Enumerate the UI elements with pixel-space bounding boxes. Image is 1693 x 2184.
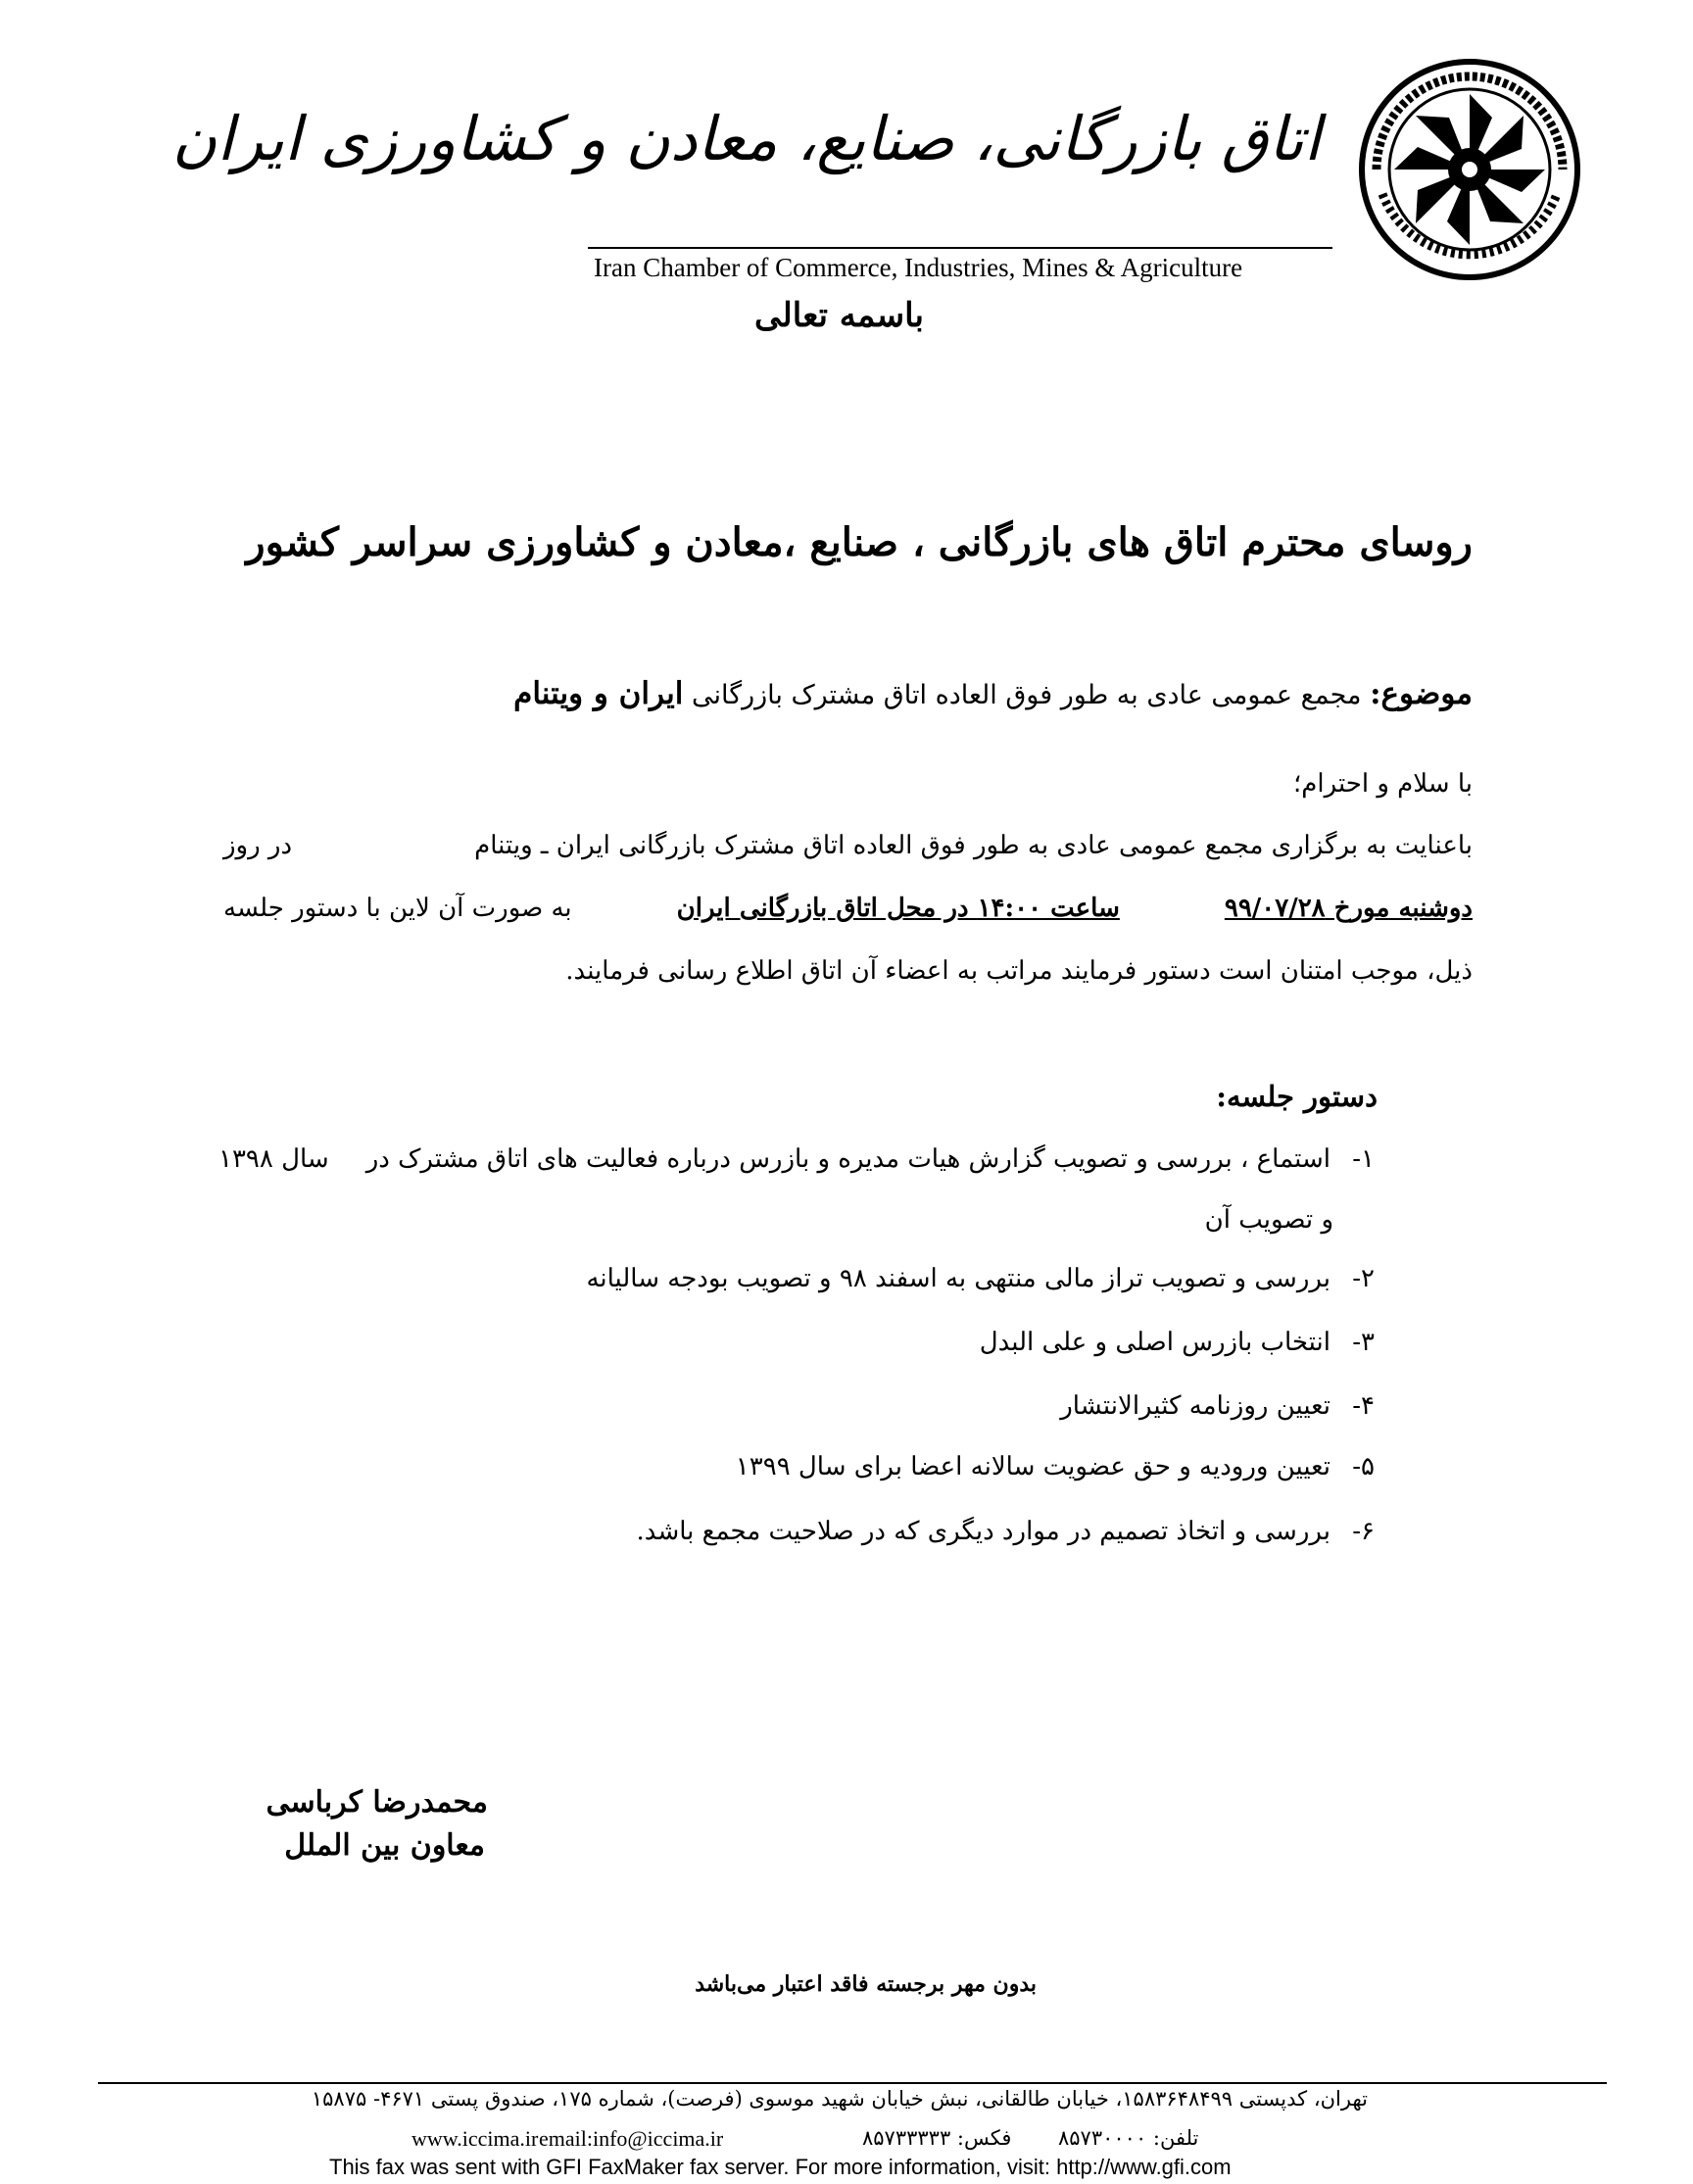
footer-address: تهران، کدپستی ۱۵۸۳۶۴۸۴۹۹، خیابان طالقانی، نبش خیابان شهید موسوی (فرصت)، شماره ۱۷۵، صندوق پستی ۴۶۷۱- ۱۵۸۷۵: [311, 2087, 1368, 2111]
org-name-fa: اتاق بازرگانی، صنایع، معادن و کشاورزی ایران: [171, 103, 1321, 174]
agenda-item: [980, 1328, 1375, 1357]
chamber-logo-icon: [1357, 57, 1582, 282]
agenda-item-text: انتخاب بازرس اصلی و علی البدل: [979, 1328, 1330, 1357]
basmala: باسمه تعالی: [754, 296, 924, 335]
footer-divider: [98, 2082, 1607, 2084]
paragraph-line-3: ذیل، موجب امتنان است دستور فرمایند مراتب به اعضاء آن اتاق اطلاع رسانی فرمایند.: [565, 956, 1473, 986]
paragraph-line-1-end: در روز: [223, 831, 293, 860]
subject-bold: ایران و ویتنام: [513, 676, 684, 711]
agenda-item-number: ۱-: [1352, 1144, 1375, 1174]
subject-line: [513, 676, 1473, 711]
agenda-item: [736, 1452, 1375, 1481]
signatory-name: محمدرضا کرباسی: [266, 1785, 488, 1820]
addressee: روسای محترم اتاق های بازرگانی ، صنایع ،معادن و کشاورزی سراسر کشور: [246, 519, 1473, 565]
agenda-item-number: ۲-: [1352, 1264, 1375, 1293]
subject-label: موضوع:: [1370, 676, 1473, 711]
agenda-item-number: ۶-: [1352, 1517, 1375, 1546]
agenda-item-text: تعیین ورودیه و حق عضویت سالانه اعضا برای سال ۱۳۹۹: [735, 1452, 1330, 1481]
agenda-item-end: سال ۱۳۹۸: [218, 1144, 329, 1174]
meeting-date: دوشنبه مورخ ۹۹/۰۷/۲۸: [1224, 894, 1473, 923]
letterhead-divider: [588, 247, 1332, 249]
paragraph-line-1-text: باعنایت به برگزاری مجمع عمومی عادی به طور فوق العاده اتاق مشترک بازرگانی ایران ـ ویتنام: [474, 831, 1473, 860]
agenda-item-text: بررسی و اتخاذ تصمیم در موارد دیگری که در صلاحیت مجمع باشد.: [636, 1517, 1330, 1546]
footer-contact-row: [411, 2126, 1323, 2156]
agenda-item: [586, 1264, 1375, 1293]
footer-website[interactable]: www.iccima.ir: [411, 2126, 539, 2151]
paragraph-line-2: [223, 894, 1473, 923]
paragraph-line-2-rest: به صورت آن لاین با دستور جلسه: [223, 894, 572, 923]
greeting: با سلام و احترام؛: [1293, 769, 1473, 799]
agenda-item-number: ۵-: [1352, 1452, 1375, 1481]
agenda-item-number: ۳-: [1352, 1328, 1375, 1357]
agenda-title: دستور جلسه:: [1216, 1080, 1378, 1113]
paragraph-line-1: [223, 831, 1473, 860]
agenda-item: [218, 1144, 1375, 1174]
agenda-item-text: استماع ، بررسی و تصویب گزارش هیات مدیره و بازرس درباره فعالیت های اتاق مشترک در: [365, 1144, 1330, 1174]
validity-notice: بدون مهر برجسته فاقد اعتبار می‌باشد: [695, 1971, 1037, 1997]
signatory-title: معاون بین الملل: [284, 1828, 485, 1863]
agenda-item-text: بررسی و تصویب تراز مالی منتهی به اسفند ۹۸ و تصویب بودجه سالیانه: [586, 1264, 1330, 1293]
agenda-item: [637, 1517, 1375, 1546]
subject-text: مجمع عمومی عادی به طور فوق العاده اتاق مشترک بازرگانی: [691, 680, 1362, 710]
agenda-item-body: [366, 1144, 1375, 1174]
agenda-item-text: تعیین روزنامه کثیرالانتشار: [1060, 1391, 1330, 1421]
footer-phone: تلفن: ۸۵۷۳۰۰۰۰: [1058, 2126, 1199, 2150]
agenda-item-continuation: و تصویب آن: [1204, 1205, 1333, 1235]
fax-server-line: This fax was sent with GFI FaxMaker fax server. For more information, visit: http://www.gfi.com: [329, 2155, 1232, 2179]
org-name-en: Iran Chamber of Commerce, Industries, Mines & Agriculture: [594, 253, 1243, 282]
footer-fax: فکس: ۸۵۷۳۳۳۳۳: [862, 2126, 1012, 2150]
meeting-time-place: ساعت ۱۴:۰۰ در محل اتاق بازرگانی ایران: [676, 894, 1120, 923]
agenda-item: [1060, 1391, 1375, 1421]
agenda-item-number: ۴-: [1352, 1391, 1375, 1421]
footer-email[interactable]: email:info@iccima.ir: [539, 2126, 724, 2151]
